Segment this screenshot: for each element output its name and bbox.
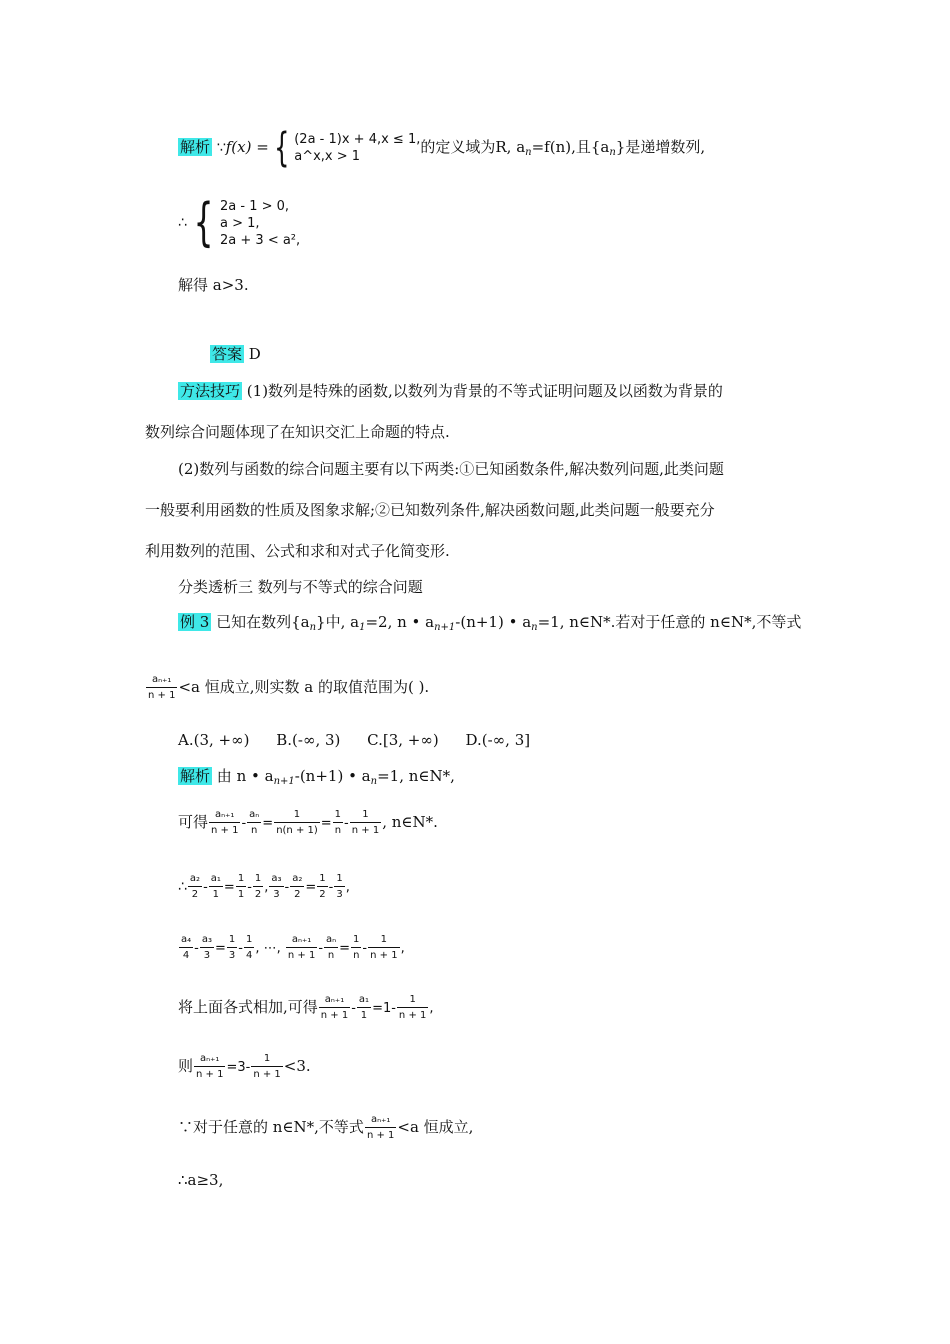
minus: - — [241, 816, 247, 831]
num: aₙ₊₁ — [215, 809, 235, 820]
ex-sub-n1: n+1 — [434, 622, 456, 633]
domain-text: 的定义域为R, a — [420, 138, 526, 156]
step2-end: , n∈N*. — [382, 813, 438, 831]
solution-step-5 — [178, 993, 434, 1023]
num: a₃ — [271, 873, 282, 884]
op: , — [264, 880, 269, 895]
den: 4 — [244, 947, 254, 963]
frac-num: aₙ₊₁ — [152, 674, 172, 685]
f — [253, 872, 263, 902]
options-line — [178, 730, 530, 750]
f — [209, 872, 223, 902]
method-line-3: (2)数列与函数的综合问题主要有以下两类:①已知函数条件,解决数列问题,此类问题 — [178, 460, 724, 478]
op: = — [339, 941, 351, 956]
f — [324, 933, 338, 963]
den: 2 — [253, 886, 263, 902]
fx-label: f(x) = — [225, 138, 269, 156]
solution-line-1 — [178, 125, 706, 171]
option-c: C.[3, +∞) — [367, 731, 439, 749]
den: n + 1 — [251, 1066, 282, 1082]
den: n — [247, 822, 261, 838]
example-text-3: =2, n • a — [365, 613, 435, 631]
op: =1- — [372, 1001, 396, 1016]
den: n(n + 1) — [274, 822, 320, 838]
method-line-1 — [178, 381, 723, 401]
op: , ⋯, — [255, 941, 285, 956]
op: - — [318, 941, 324, 956]
ineq-3: 2a + 3 < a², — [220, 232, 301, 248]
domain-text-2: =f(n),且{a — [531, 138, 610, 156]
option-b: B.(-∞, 3) — [276, 731, 341, 749]
f — [194, 1052, 225, 1082]
example-text-1: 已知在数列{a — [216, 613, 310, 631]
option-d: D.(-∞, 3] — [465, 731, 531, 749]
example-line-1 — [178, 612, 801, 638]
num: aₙ₊₁ — [291, 934, 312, 945]
method-line-2: 数列综合问题体现了在知识交汇上命题的特点. — [145, 423, 450, 441]
den: n + 1 — [194, 1066, 225, 1082]
method-tag: 方法技巧 — [180, 382, 241, 400]
den: 1 — [209, 886, 223, 902]
step2-text: 可得 — [178, 813, 209, 831]
step1-text-b: -(n+1) • a — [294, 767, 371, 785]
f — [200, 933, 214, 963]
num: 1 — [362, 809, 369, 820]
example-text-2: }中, a — [316, 613, 360, 631]
num: a₂ — [189, 873, 201, 884]
den: n + 1 — [350, 822, 381, 838]
solution-tag: 解析 — [180, 767, 211, 785]
solution-step-6 — [178, 1052, 311, 1082]
op: = — [305, 880, 317, 895]
den: n — [333, 822, 343, 838]
den: 2 — [317, 886, 327, 902]
num: 1 — [334, 809, 342, 820]
step1-text-c: =1, n∈N*, — [377, 767, 455, 785]
den: n + 1 — [319, 1007, 350, 1023]
num: 1 — [245, 934, 253, 945]
solution-step-3 — [178, 872, 350, 902]
num: 1 — [293, 809, 301, 820]
s1-sub-n1: n+1 — [273, 776, 295, 787]
num: 1 — [319, 873, 326, 884]
num: 1 — [336, 873, 343, 884]
s1-sub-n: n — [370, 776, 378, 787]
example-line-2 — [145, 673, 429, 703]
minus2: - — [344, 816, 349, 831]
den: n + 1 — [209, 822, 240, 838]
step1-text-a: 由 n • a — [216, 767, 274, 785]
ex-sub-n: n — [309, 622, 317, 633]
op: - — [247, 880, 252, 895]
op: - — [328, 880, 334, 895]
op: , — [429, 1001, 434, 1016]
step7-text-b: <a 恒成立, — [397, 1118, 474, 1136]
brace-icon: { — [273, 125, 290, 171]
example-text-4: -(n+1) • a — [455, 613, 532, 631]
num: a₃ — [201, 934, 212, 945]
f — [368, 933, 399, 963]
num: 1 — [380, 934, 388, 945]
f — [351, 933, 361, 963]
num: aₙ — [249, 809, 260, 820]
f — [244, 933, 254, 963]
solution-step-2 — [178, 808, 438, 838]
inequality-lines — [220, 198, 300, 249]
num: a₄ — [181, 934, 192, 945]
f — [365, 1113, 396, 1143]
num: 1 — [263, 1053, 271, 1064]
op: - — [284, 880, 290, 895]
op: - — [194, 941, 199, 956]
method-text-1: (1)数列是特殊的函数,以数列为背景的不等式证明问题及以函数为背景的 — [246, 382, 723, 400]
den: n — [324, 947, 338, 963]
option-a: A.(3, +∞) — [178, 731, 250, 749]
method-line-5: 利用数列的范围、公式和求和对式子化简变形. — [145, 542, 450, 560]
num: 1 — [353, 934, 360, 945]
num: aₙ — [326, 934, 337, 945]
f — [334, 872, 344, 902]
den: 2 — [188, 886, 202, 902]
frac-an1 — [209, 808, 240, 838]
op: - — [362, 941, 368, 956]
frac-den: n + 1 — [146, 687, 177, 703]
den: n + 1 — [397, 1007, 428, 1023]
sub-n: n — [525, 147, 532, 158]
den: n + 1 — [365, 1127, 396, 1143]
f — [357, 993, 371, 1023]
solution-step-4 — [178, 933, 405, 963]
step7-text-a: ∵对于任意的 n∈N*,不等式 — [178, 1118, 364, 1136]
answer-line — [210, 344, 261, 364]
step6-text: 则 — [178, 1057, 194, 1075]
num: 1 — [237, 873, 245, 884]
step5-text: 将上面各式相加,可得 — [178, 998, 318, 1016]
ineq-1: 2a - 1 > 0, — [220, 198, 290, 214]
ex-sub-1: 1 — [359, 622, 366, 633]
example-text-6: <a 恒成立,则实数 a 的取值范围为( ). — [178, 678, 430, 696]
because-symbol: ∵ — [216, 140, 226, 156]
f — [251, 1052, 282, 1082]
den: 1 — [236, 886, 246, 902]
den: 4 — [179, 947, 193, 963]
f — [269, 872, 283, 902]
f — [290, 872, 304, 902]
den: 3 — [200, 947, 214, 963]
answer-tag: 答案 — [212, 345, 243, 363]
example-tag: 例 3 — [180, 613, 210, 631]
op: = — [223, 880, 235, 895]
step6-end: <3. — [283, 1057, 311, 1075]
num: 1 — [409, 994, 416, 1005]
op: , — [345, 880, 350, 895]
example-text-5: =1, n∈N*.若对于任意的 n∈N*,不等式 — [537, 613, 802, 631]
num: a₁ — [210, 873, 221, 884]
f — [236, 872, 246, 902]
solution-step-7 — [178, 1113, 473, 1143]
f — [317, 872, 327, 902]
den: 3 — [227, 947, 237, 963]
case-1: (2a - 1)x + 4,x ≤ 1, — [294, 132, 421, 147]
piecewise-cases — [294, 131, 420, 165]
frac-an — [247, 808, 261, 838]
frac-1-nn1 — [274, 808, 320, 838]
method-line-4: 一般要利用函数的性质及图象求解;②已知数列条件,解决函数问题,此类问题一般要充分 — [145, 501, 715, 519]
f — [286, 933, 317, 963]
eq: = — [262, 816, 274, 831]
sub-n-2: n — [609, 147, 616, 158]
op: = — [214, 941, 226, 956]
op: , — [400, 941, 405, 956]
fraction — [146, 673, 177, 703]
frac-1-n — [333, 808, 343, 838]
analysis-tag: 解析 — [180, 138, 211, 156]
num: a₁ — [358, 994, 370, 1005]
num: 1 — [254, 873, 262, 884]
op: - — [351, 1001, 356, 1016]
num: aₙ₊₁ — [370, 1114, 391, 1125]
f — [179, 933, 193, 963]
num: 1 — [228, 934, 236, 945]
domain-text-3: }是递增数列, — [615, 138, 706, 156]
brace-icon-2: { — [193, 193, 214, 253]
op: - — [238, 941, 243, 956]
op: - — [203, 880, 208, 895]
f — [397, 993, 428, 1023]
den: n + 1 — [368, 947, 399, 963]
num: aₙ₊₁ — [324, 994, 345, 1005]
ex-sub-n2: n — [531, 622, 538, 633]
ineq-2: a > 1, — [220, 215, 260, 231]
therefore-2: ∴ — [178, 879, 187, 895]
solution-step-8: ∴a≥3, — [178, 1171, 224, 1189]
den: n + 1 — [286, 947, 317, 963]
den: 3 — [269, 886, 283, 902]
num: aₙ₊₁ — [200, 1053, 220, 1064]
f — [319, 993, 350, 1023]
inequality-system — [178, 193, 301, 253]
section-title: 分类透析三 数列与不等式的综合问题 — [178, 578, 423, 596]
therefore-symbol: ∴ — [178, 215, 187, 231]
den: 3 — [334, 886, 344, 902]
f — [188, 872, 202, 902]
frac-1-n1 — [350, 808, 381, 838]
solution-step-1 — [178, 766, 455, 792]
eq2: = — [320, 816, 332, 831]
case-2: a^x,x > 1 — [294, 149, 361, 164]
den: 2 — [290, 886, 304, 902]
result-line: 解得 a>3. — [178, 276, 249, 294]
den: n — [351, 947, 361, 963]
f — [227, 933, 237, 963]
answer-value: D — [248, 345, 261, 363]
op: =3- — [226, 1060, 251, 1075]
den: 1 — [357, 1007, 371, 1023]
num: a₂ — [292, 873, 303, 884]
